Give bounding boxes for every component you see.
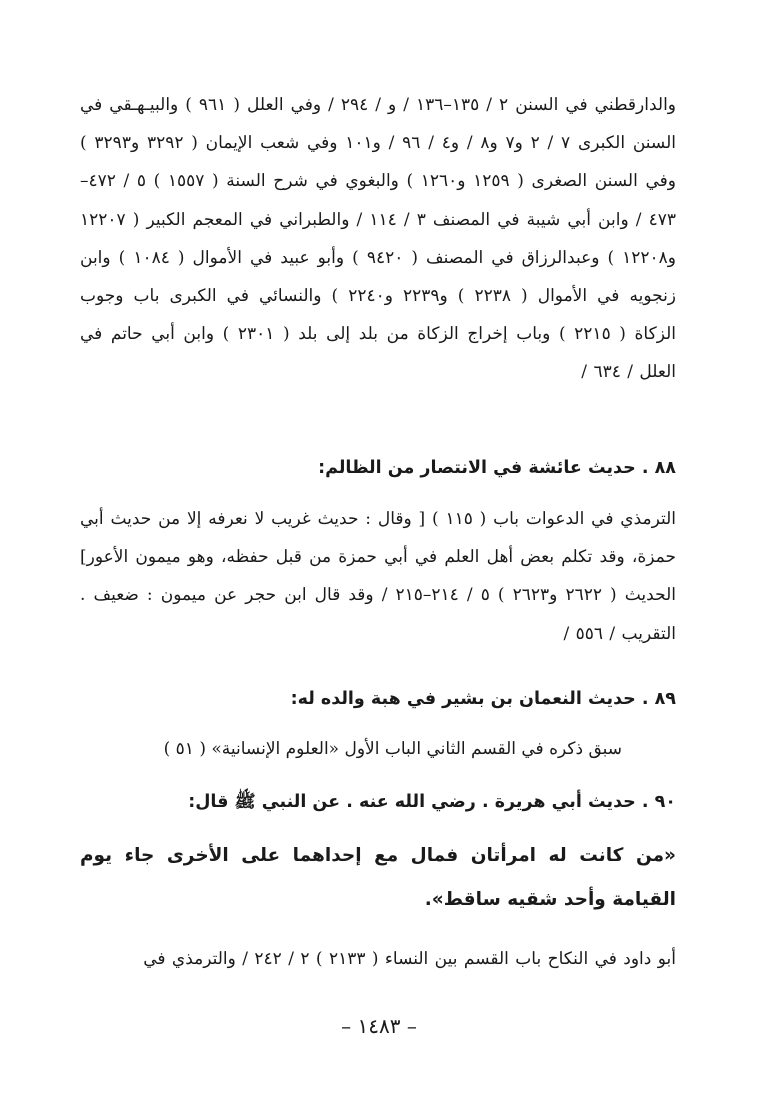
paragraph-citations-87: والدارقطني في السنن ٢ / ١٣٥–١٣٦ / و / ٢٩٤ / وفي العلل ( ٩٦١ ) والبيـهـقي في السنن الكبرى ٧ / ٢ و٧ و٨ / و٤ / ٩٦ / و١٠١ وفي شعب الإيمان ( ٣٢٩٢ و٣٢٩٣ ) وفي السنن الصغرى ( ١٢٥٩ و١٢٦٠ ) والبغوي في شرح السنة ( ١٥٥٧ ) ٥ / ٤٧٢– ٤٧٣ / وابن أبي شيبة في المصنف ٣ / ١١٤ / والطبراني في المعجم الكبير ( ١٢٢٠٧ و١٢٢٠٨ ) وعبدالرزاق في المصنف ( ٩٤٢٠ ) وأبو عبيد في الأموال ( ١٠٨٤ ) وابن زنجويه في الأموال ( ٢٢٣٨ ) و٢٢٣٩ و٢٢٤٠ ) والنسائي في الكبرى باب وجوب الزكاة ( ٢٢١٥ ) وباب إخراج الزكاة من بلد إلى بلد ( ٢٣٠١ ) وابن أبي حاتم في العلل / ٦٣٤ / xyxy=(80,95,677,383)
heading-hadith-88: ٨٨ . حديث عائشة في الانتصار من الظالم: xyxy=(318,458,676,478)
paragraph-citations-90: أبو داود في النكاح باب القسم بين النساء ( ٢١٣٣ ) ٢ / ٢٤٢ / والترمذي في xyxy=(143,949,676,969)
paragraph-citations-89: سبق ذكره في القسم الثاني الباب الأول «العلوم الإنسانية» ( ٥١ ) xyxy=(163,739,622,759)
heading-hadith-90: ٩٠ . حديث أبي هريرة . رضي الله عنه . عن النبي ﷺ قال: xyxy=(188,792,676,812)
heading-hadith-89: ٨٩ . حديث النعمان بن بشير في هبة والده له: xyxy=(290,689,676,709)
paragraph-citations-88: الترمذي في الدعوات باب ( ١١٥ ) [ وقال : حديث غريب لا نعرفه إلا من حديث أبي حمزة، وقد تكلم بعض أهل العلم في أبي حمزة من قبل حفظه، وهو ميمون الأعور] الحديث ( ٢٦٢٢ و٢٦٢٣ ) ٥ / ٢١٤–٢١٥ / وقد قال ابن حجر عن ميمون : ضعيف . التقريب / ٥٥٦ / xyxy=(80,509,677,644)
page-number: – ١٤٨٣ – xyxy=(341,1014,417,1038)
hadith-quote-90: «من كانت له امرأتان فمال مع إحداهما على الأخرى جاء يوم القيامة وأحد شقيه ساقط». xyxy=(80,845,676,910)
